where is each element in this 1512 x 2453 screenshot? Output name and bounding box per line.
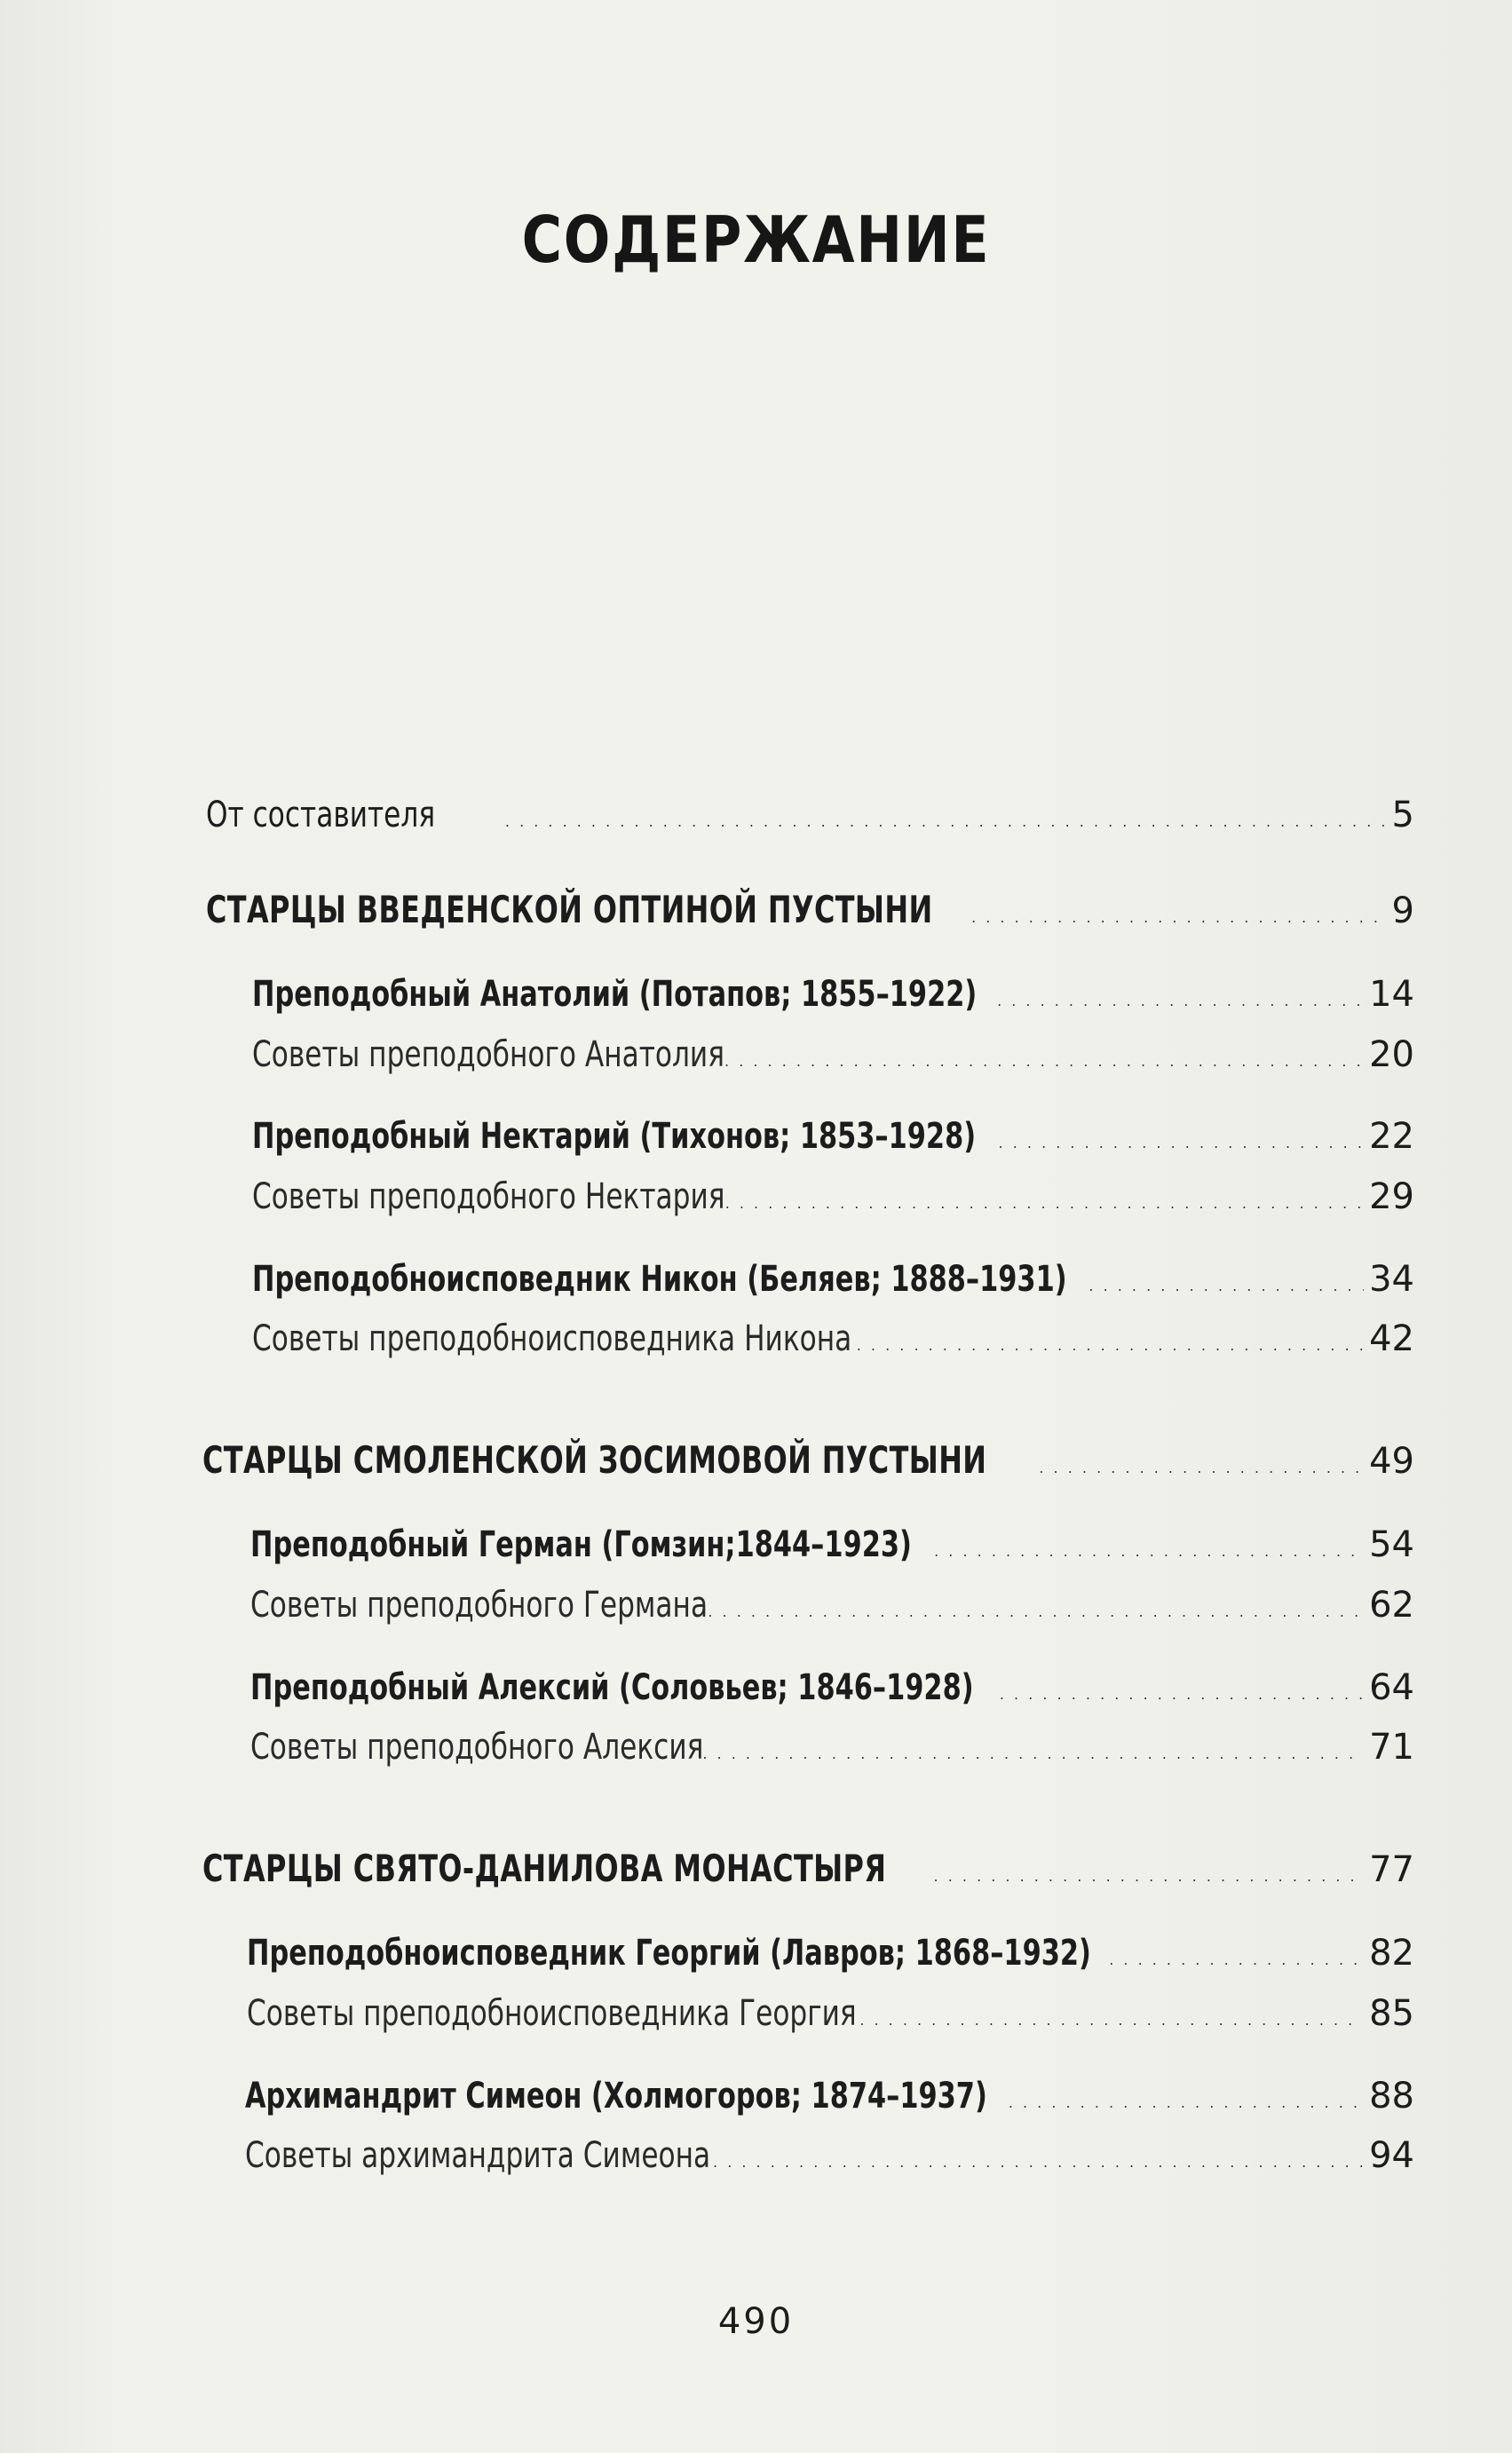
toc-entry[interactable]: [252, 1034, 1414, 1075]
toc-entry-page: 9: [1391, 890, 1414, 931]
toc-entry[interactable]: [245, 2135, 1414, 2176]
toc-leader-dots: [708, 1603, 1364, 1620]
toc-entry[interactable]: [252, 974, 1414, 1015]
toc-leader-dots: [702, 1745, 1364, 1762]
toc-leader-dots: [1109, 1951, 1364, 1968]
toc-entry-label: СТАРЦЫ ВВЕДЕНСКОЙ ОПТИНОЙ ПУСТЫНИ: [206, 888, 933, 931]
toc-section-entry[interactable]: [202, 1438, 1414, 1482]
toc-entry-label: Преподобноисповедник Георгий (Лавров; 1868–1932): [247, 1933, 1091, 1974]
toc-entry-label: СТАРЦЫ СМОЛЕНСКОЙ ЗОСИМОВОЙ ПУСТЫНИ: [202, 1438, 987, 1482]
toc-entry-page: 64: [1369, 1667, 1414, 1708]
toc-entry-page: 14: [1369, 974, 1414, 1015]
toc-entry-label: Советы преподобноисповедника Георгия: [247, 1993, 857, 2034]
toc-entry[interactable]: [247, 1993, 1414, 2034]
toc-leader-dots: [1039, 1460, 1364, 1476]
toc-entry-page: 22: [1369, 1116, 1414, 1157]
toc-entry-page: 71: [1369, 1727, 1414, 1768]
toc-entry-label: Советы преподобноисповедника Никона: [252, 1318, 852, 1359]
toc-entry-page: 82: [1369, 1933, 1414, 1974]
toc-leader-dots: [505, 813, 1387, 830]
toc-entry-page: 54: [1369, 1524, 1414, 1565]
toc-leader-dots: [1000, 1686, 1364, 1703]
toc-leader-dots: [713, 2154, 1364, 2171]
toc-leader-dots: [857, 1337, 1364, 1354]
toc-entry-page: 5: [1391, 795, 1414, 835]
toc-entry-label: Советы преподобного Германа: [250, 1585, 709, 1626]
toc-entry[interactable]: [247, 1933, 1414, 1974]
toc-entry-label: Советы преподобного Анатолия: [252, 1034, 724, 1075]
toc-entry-label: Архимандрит Симеон (Холмогоров; 1874–1937): [245, 2076, 987, 2117]
toc-leader-dots: [934, 1868, 1365, 1885]
toc-leader-dots: [934, 1543, 1364, 1560]
toc-leader-dots: [1009, 2094, 1364, 2111]
page-title: СОДЕРЖАНИЕ: [521, 202, 991, 277]
toc-entry-page: 34: [1369, 1259, 1414, 1300]
toc-entry[interactable]: [250, 1727, 1414, 1768]
toc-entry-label: Преподобноисповедник Никон (Беляев; 1888–1931): [252, 1259, 1067, 1300]
toc-entry-page: 85: [1369, 1993, 1414, 2034]
toc-entry-page: 62: [1369, 1585, 1414, 1626]
toc-entry[interactable]: [206, 795, 1414, 835]
toc-section-entry[interactable]: [206, 888, 1414, 931]
toc-entry-label: Преподобный Нектарий (Тихонов; 1853–1928): [252, 1116, 977, 1157]
toc-entry[interactable]: [252, 1116, 1414, 1157]
toc-entry-page: 88: [1369, 2076, 1414, 2117]
toc-entry-label: Советы архимандрита Симеона: [245, 2135, 711, 2176]
toc-leader-dots: [724, 1053, 1364, 1070]
toc-leader-dots: [971, 909, 1386, 926]
toc-leader-dots: [859, 2012, 1364, 2029]
toc-leader-dots: [999, 1135, 1365, 1151]
toc-leader-dots: [1088, 1278, 1364, 1294]
toc-entry[interactable]: [252, 1318, 1414, 1359]
toc-entry-page: 49: [1369, 1441, 1414, 1482]
toc-entry[interactable]: [250, 1667, 1414, 1708]
toc-entry-label: Преподобный Алексий (Соловьев; 1846–1928): [250, 1667, 974, 1708]
toc-entry[interactable]: [252, 1259, 1414, 1300]
toc-entry-label: Преподобный Герман (Гомзин;1844–1923): [250, 1524, 912, 1565]
toc-entry-page: 94: [1369, 2135, 1414, 2176]
toc-leader-dots: [725, 1195, 1364, 1212]
toc-entry[interactable]: [250, 1585, 1414, 1626]
toc-leader-dots: [997, 993, 1364, 1009]
toc-entry-label: От составителя: [206, 795, 436, 835]
toc-section-entry[interactable]: [202, 1847, 1414, 1890]
toc-entry-page: 29: [1369, 1176, 1414, 1217]
toc-entry-label: СТАРЦЫ СВЯТО-ДАНИЛОВА МОНАСТЫРЯ: [202, 1847, 887, 1890]
toc-entry-label: Преподобный Анатолий (Потапов; 1855–1922): [252, 974, 978, 1015]
toc-entry-page: 77: [1369, 1849, 1414, 1890]
toc-entry[interactable]: [252, 1176, 1414, 1217]
toc-entry-page: 20: [1369, 1034, 1414, 1075]
toc-entry-label: Советы преподобного Нектария: [252, 1176, 725, 1217]
toc-entry-label: Советы преподобного Алексия: [250, 1727, 704, 1768]
toc-entry-page: 42: [1369, 1318, 1414, 1359]
page-number: 490: [717, 2301, 795, 2342]
toc-entry[interactable]: [245, 2076, 1414, 2117]
toc-entry[interactable]: [250, 1524, 1414, 1565]
